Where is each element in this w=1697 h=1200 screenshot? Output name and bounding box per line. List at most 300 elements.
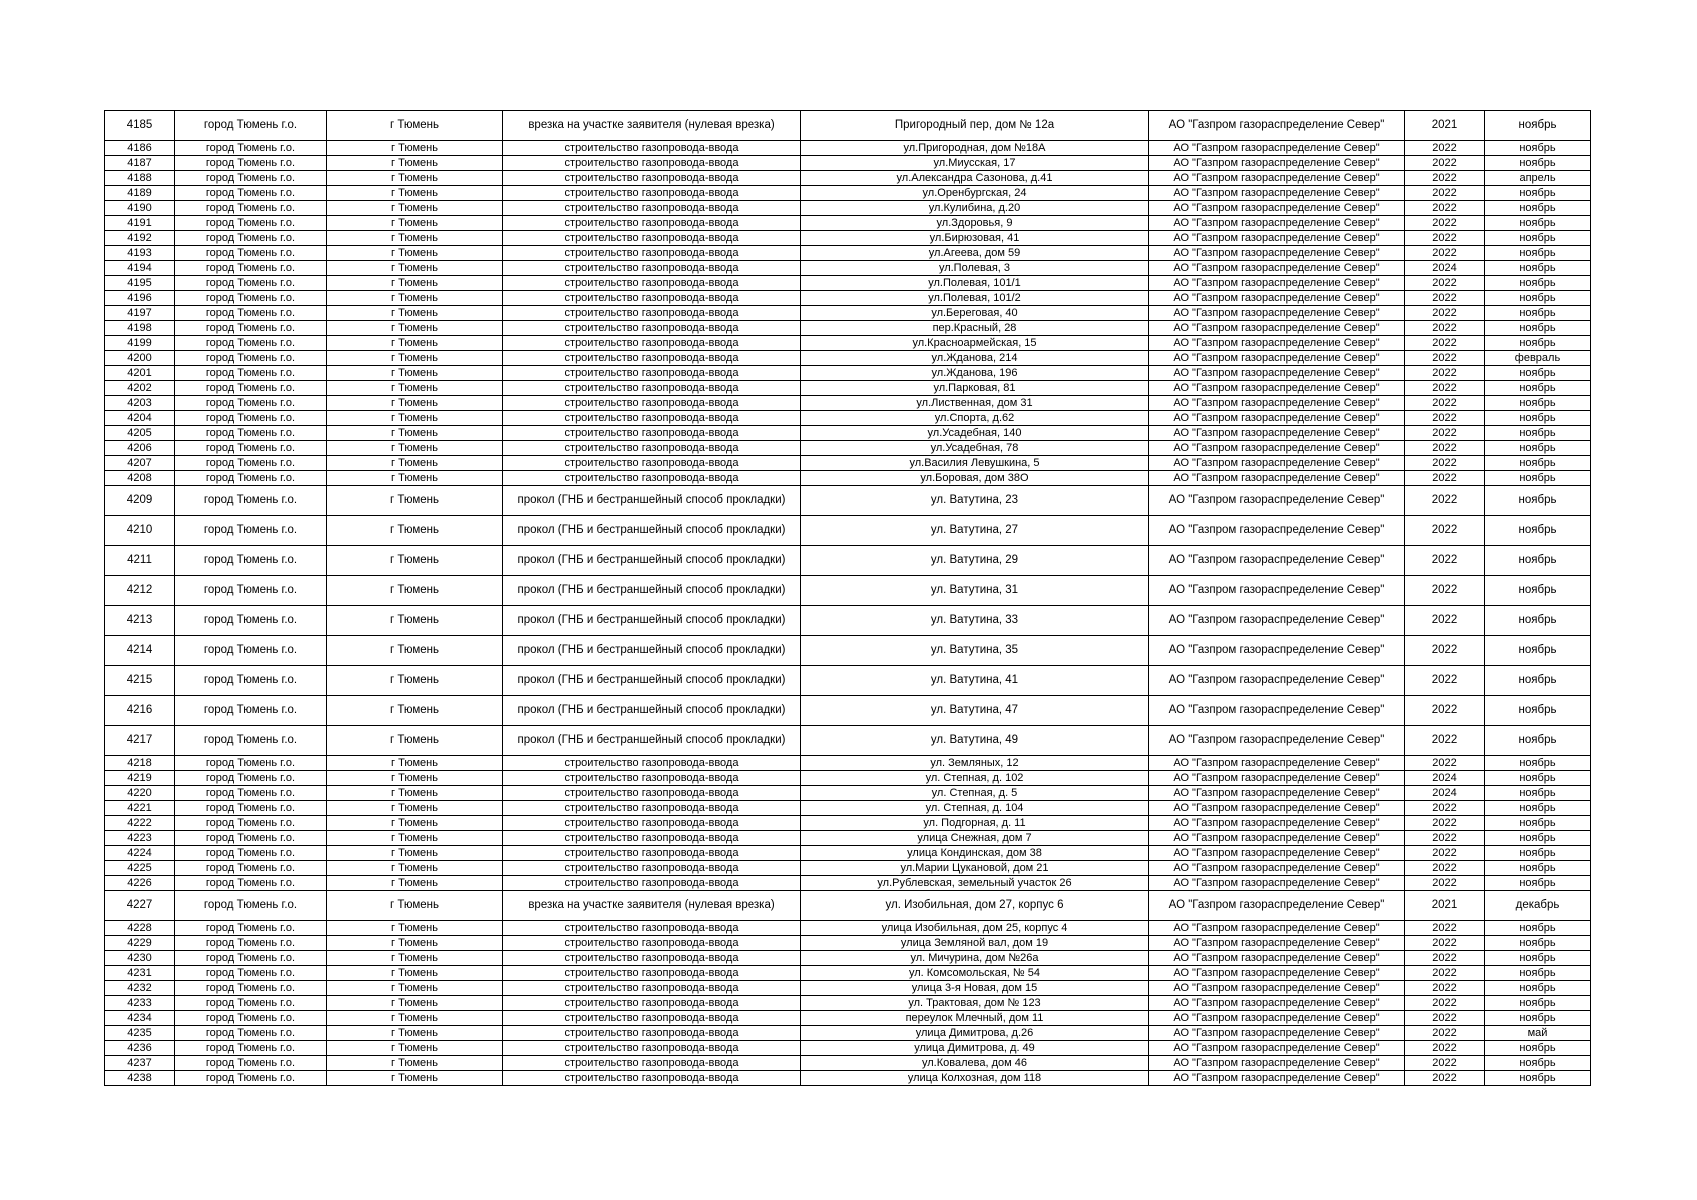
locality-cell: г Тюмень [327, 231, 503, 246]
municipality-cell: город Тюмень г.о. [175, 471, 327, 486]
municipality-cell: город Тюмень г.о. [175, 321, 327, 336]
year-cell: 2022 [1405, 1041, 1485, 1056]
work-type-cell: строительство газопровода-ввода [503, 321, 801, 336]
organization-cell: АО "Газпром газораспределение Север" [1149, 996, 1405, 1011]
locality-cell: г Тюмень [327, 1026, 503, 1041]
municipality-cell: город Тюмень г.о. [175, 261, 327, 276]
organization-cell: АО "Газпром газораспределение Север" [1149, 546, 1405, 576]
organization-cell: АО "Газпром газораспределение Север" [1149, 456, 1405, 471]
row-number-cell: 4220 [105, 786, 175, 801]
table-row [105, 216, 1591, 231]
organization-cell: АО "Газпром газораспределение Север" [1149, 486, 1405, 516]
year-cell: 2022 [1405, 291, 1485, 306]
organization-cell: АО "Газпром газораспределение Север" [1149, 1011, 1405, 1026]
table-row [105, 186, 1591, 201]
work-type-cell: строительство газопровода-ввода [503, 276, 801, 291]
table-row [105, 486, 1591, 516]
row-number-cell: 4186 [105, 141, 175, 156]
row-number-cell: 4210 [105, 516, 175, 546]
month-cell: ноябрь [1485, 291, 1591, 306]
address-cell: ул.Усадебная, 78 [801, 441, 1149, 456]
row-number-cell: 4193 [105, 246, 175, 261]
municipality-cell: город Тюмень г.о. [175, 276, 327, 291]
work-type-cell: строительство газопровода-ввода [503, 831, 801, 846]
work-type-cell: строительство газопровода-ввода [503, 756, 801, 771]
table-row [105, 321, 1591, 336]
table-row [105, 291, 1591, 306]
municipality-cell: город Тюмень г.о. [175, 981, 327, 996]
municipality-cell: город Тюмень г.о. [175, 921, 327, 936]
address-cell: ул.Кулибина, д.20 [801, 201, 1149, 216]
organization-cell: АО "Газпром газораспределение Север" [1149, 351, 1405, 366]
year-cell: 2022 [1405, 471, 1485, 486]
row-number-cell: 4235 [105, 1026, 175, 1041]
row-number-cell: 4228 [105, 921, 175, 936]
table-row [105, 351, 1591, 366]
work-type-cell: строительство газопровода-ввода [503, 846, 801, 861]
work-type-cell: прокол (ГНБ и бестраншейный способ прокладки) [503, 546, 801, 576]
municipality-cell: город Тюмень г.о. [175, 876, 327, 891]
address-cell: ул. Изобильная, дом 27, корпус 6 [801, 891, 1149, 921]
municipality-cell: город Тюмень г.о. [175, 336, 327, 351]
year-cell: 2022 [1405, 426, 1485, 441]
locality-cell: г Тюмень [327, 636, 503, 666]
year-cell: 2022 [1405, 936, 1485, 951]
municipality-cell: город Тюмень г.о. [175, 156, 327, 171]
year-cell: 2022 [1405, 306, 1485, 321]
month-cell: май [1485, 1026, 1591, 1041]
year-cell: 2022 [1405, 141, 1485, 156]
row-number-cell: 4207 [105, 456, 175, 471]
row-number-cell: 4236 [105, 1041, 175, 1056]
table-body [105, 111, 1591, 1086]
table-row [105, 921, 1591, 936]
organization-cell: АО "Газпром газораспределение Север" [1149, 291, 1405, 306]
organization-cell: АО "Газпром газораспределение Север" [1149, 756, 1405, 771]
work-type-cell: строительство газопровода-ввода [503, 1056, 801, 1071]
address-cell: пер.Красный, 28 [801, 321, 1149, 336]
row-number-cell: 4227 [105, 891, 175, 921]
municipality-cell: город Тюмень г.о. [175, 231, 327, 246]
row-number-cell: 4195 [105, 276, 175, 291]
month-cell: ноябрь [1485, 951, 1591, 966]
row-number-cell: 4206 [105, 441, 175, 456]
address-cell: ул. Комсомольская, № 54 [801, 966, 1149, 981]
table-row [105, 606, 1591, 636]
month-cell: ноябрь [1485, 666, 1591, 696]
table-row [105, 441, 1591, 456]
row-number-cell: 4218 [105, 756, 175, 771]
year-cell: 2022 [1405, 366, 1485, 381]
locality-cell: г Тюмень [327, 951, 503, 966]
locality-cell: г Тюмень [327, 201, 503, 216]
municipality-cell: город Тюмень г.о. [175, 831, 327, 846]
table-row [105, 756, 1591, 771]
municipality-cell: город Тюмень г.о. [175, 1071, 327, 1086]
organization-cell: АО "Газпром газораспределение Север" [1149, 471, 1405, 486]
locality-cell: г Тюмень [327, 831, 503, 846]
row-number-cell: 4189 [105, 186, 175, 201]
address-cell: Пригородный пер, дом № 12а [801, 111, 1149, 141]
month-cell: ноябрь [1485, 201, 1591, 216]
row-number-cell: 4216 [105, 696, 175, 726]
municipality-cell: город Тюмень г.о. [175, 516, 327, 546]
address-cell: ул. Ватутина, 27 [801, 516, 1149, 546]
row-number-cell: 4229 [105, 936, 175, 951]
work-type-cell: строительство газопровода-ввода [503, 351, 801, 366]
organization-cell: АО "Газпром газораспределение Север" [1149, 966, 1405, 981]
row-number-cell: 4219 [105, 771, 175, 786]
work-type-cell: прокол (ГНБ и бестраншейный способ прокладки) [503, 696, 801, 726]
work-type-cell: прокол (ГНБ и бестраншейный способ прокладки) [503, 606, 801, 636]
month-cell: ноябрь [1485, 546, 1591, 576]
table-row [105, 231, 1591, 246]
table-row [105, 876, 1591, 891]
table-row [105, 966, 1591, 981]
address-cell: ул. Ватутина, 35 [801, 636, 1149, 666]
row-number-cell: 4209 [105, 486, 175, 516]
municipality-cell: город Тюмень г.о. [175, 1026, 327, 1041]
municipality-cell: город Тюмень г.о. [175, 216, 327, 231]
year-cell: 2022 [1405, 846, 1485, 861]
organization-cell: АО "Газпром газораспределение Север" [1149, 1026, 1405, 1041]
municipality-cell: город Тюмень г.о. [175, 381, 327, 396]
organization-cell: АО "Газпром газораспределение Север" [1149, 186, 1405, 201]
address-cell: ул.Марии Цукановой, дом 21 [801, 861, 1149, 876]
year-cell: 2022 [1405, 576, 1485, 606]
work-type-cell: строительство газопровода-ввода [503, 1026, 801, 1041]
table-row [105, 261, 1591, 276]
work-type-cell: строительство газопровода-ввода [503, 306, 801, 321]
municipality-cell: город Тюмень г.о. [175, 846, 327, 861]
locality-cell: г Тюмень [327, 141, 503, 156]
address-cell: ул.Пригородная, дом №18А [801, 141, 1149, 156]
work-type-cell: строительство газопровода-ввода [503, 966, 801, 981]
address-cell: ул.Жданова, 196 [801, 366, 1149, 381]
year-cell: 2022 [1405, 381, 1485, 396]
year-cell: 2022 [1405, 606, 1485, 636]
year-cell: 2022 [1405, 486, 1485, 516]
address-cell: ул.Жданова, 214 [801, 351, 1149, 366]
locality-cell: г Тюмень [327, 111, 503, 141]
municipality-cell: город Тюмень г.о. [175, 636, 327, 666]
row-number-cell: 4231 [105, 966, 175, 981]
month-cell: ноябрь [1485, 876, 1591, 891]
locality-cell: г Тюмень [327, 441, 503, 456]
locality-cell: г Тюмень [327, 516, 503, 546]
table-row [105, 831, 1591, 846]
address-cell: ул.Агеева, дом 59 [801, 246, 1149, 261]
month-cell: ноябрь [1485, 576, 1591, 606]
organization-cell: АО "Газпром газораспределение Север" [1149, 816, 1405, 831]
month-cell: апрель [1485, 171, 1591, 186]
month-cell: ноябрь [1485, 1056, 1591, 1071]
month-cell: ноябрь [1485, 216, 1591, 231]
locality-cell: г Тюмень [327, 411, 503, 426]
address-cell: ул.Береговая, 40 [801, 306, 1149, 321]
work-type-cell: строительство газопровода-ввода [503, 456, 801, 471]
organization-cell: АО "Газпром газораспределение Север" [1149, 831, 1405, 846]
year-cell: 2022 [1405, 336, 1485, 351]
year-cell: 2022 [1405, 456, 1485, 471]
table-row [105, 1041, 1591, 1056]
row-number-cell: 4238 [105, 1071, 175, 1086]
row-number-cell: 4192 [105, 231, 175, 246]
address-cell: ул.Бирюзовая, 41 [801, 231, 1149, 246]
municipality-cell: город Тюмень г.о. [175, 1056, 327, 1071]
address-cell: ул.Боровая, дом 38О [801, 471, 1149, 486]
year-cell: 2022 [1405, 666, 1485, 696]
year-cell: 2022 [1405, 966, 1485, 981]
year-cell: 2022 [1405, 861, 1485, 876]
month-cell: ноябрь [1485, 321, 1591, 336]
month-cell: ноябрь [1485, 846, 1591, 861]
year-cell: 2022 [1405, 876, 1485, 891]
year-cell: 2022 [1405, 231, 1485, 246]
organization-cell: АО "Газпром газораспределение Север" [1149, 216, 1405, 231]
municipality-cell: город Тюмень г.о. [175, 396, 327, 411]
work-type-cell: строительство газопровода-ввода [503, 366, 801, 381]
work-type-cell: строительство газопровода-ввода [503, 336, 801, 351]
locality-cell: г Тюмень [327, 1041, 503, 1056]
locality-cell: г Тюмень [327, 921, 503, 936]
locality-cell: г Тюмень [327, 546, 503, 576]
locality-cell: г Тюмень [327, 276, 503, 291]
locality-cell: г Тюмень [327, 861, 503, 876]
address-cell: ул.Усадебная, 140 [801, 426, 1149, 441]
municipality-cell: город Тюмень г.о. [175, 141, 327, 156]
municipality-cell: город Тюмень г.о. [175, 171, 327, 186]
address-cell: ул. Ватутина, 33 [801, 606, 1149, 636]
month-cell: ноябрь [1485, 816, 1591, 831]
organization-cell: АО "Газпром газораспределение Север" [1149, 1071, 1405, 1086]
municipality-cell: город Тюмень г.о. [175, 726, 327, 756]
row-number-cell: 4233 [105, 996, 175, 1011]
organization-cell: АО "Газпром газораспределение Север" [1149, 396, 1405, 411]
work-type-cell: строительство газопровода-ввода [503, 201, 801, 216]
municipality-cell: город Тюмень г.о. [175, 771, 327, 786]
locality-cell: г Тюмень [327, 156, 503, 171]
organization-cell: АО "Газпром газораспределение Север" [1149, 981, 1405, 996]
row-number-cell: 4199 [105, 336, 175, 351]
address-cell: ул.Ковалева, дом 46 [801, 1056, 1149, 1071]
municipality-cell: город Тюмень г.о. [175, 1011, 327, 1026]
gasification-schedule-table [104, 110, 1591, 1086]
month-cell: ноябрь [1485, 231, 1591, 246]
organization-cell: АО "Газпром газораспределение Север" [1149, 201, 1405, 216]
year-cell: 2022 [1405, 171, 1485, 186]
organization-cell: АО "Газпром газораспределение Север" [1149, 411, 1405, 426]
month-cell: ноябрь [1485, 456, 1591, 471]
work-type-cell: строительство газопровода-ввода [503, 441, 801, 456]
year-cell: 2022 [1405, 201, 1485, 216]
year-cell: 2021 [1405, 111, 1485, 141]
organization-cell: АО "Газпром газораспределение Север" [1149, 336, 1405, 351]
table-row [105, 381, 1591, 396]
municipality-cell: город Тюмень г.о. [175, 996, 327, 1011]
year-cell: 2022 [1405, 1026, 1485, 1041]
locality-cell: г Тюмень [327, 786, 503, 801]
month-cell: ноябрь [1485, 786, 1591, 801]
table-row [105, 846, 1591, 861]
address-cell: ул.Здоровья, 9 [801, 216, 1149, 231]
table-row [105, 141, 1591, 156]
locality-cell: г Тюмень [327, 471, 503, 486]
organization-cell: АО "Газпром газораспределение Север" [1149, 366, 1405, 381]
month-cell: ноябрь [1485, 186, 1591, 201]
row-number-cell: 4194 [105, 261, 175, 276]
row-number-cell: 4201 [105, 366, 175, 381]
municipality-cell: город Тюмень г.о. [175, 966, 327, 981]
organization-cell: АО "Газпром газораспределение Север" [1149, 786, 1405, 801]
organization-cell: АО "Газпром газораспределение Север" [1149, 231, 1405, 246]
municipality-cell: город Тюмень г.о. [175, 366, 327, 381]
row-number-cell: 4211 [105, 546, 175, 576]
address-cell: ул.Полевая, 101/1 [801, 276, 1149, 291]
table-row [105, 396, 1591, 411]
work-type-cell: прокол (ГНБ и бестраншейный способ прокладки) [503, 576, 801, 606]
month-cell: ноябрь [1485, 486, 1591, 516]
year-cell: 2021 [1405, 891, 1485, 921]
year-cell: 2024 [1405, 261, 1485, 276]
table-row [105, 726, 1591, 756]
table-row [105, 456, 1591, 471]
work-type-cell: строительство газопровода-ввода [503, 381, 801, 396]
organization-cell: АО "Газпром газораспределение Север" [1149, 276, 1405, 291]
row-number-cell: 4215 [105, 666, 175, 696]
organization-cell: АО "Газпром газораспределение Север" [1149, 936, 1405, 951]
municipality-cell: город Тюмень г.о. [175, 411, 327, 426]
locality-cell: г Тюмень [327, 1056, 503, 1071]
month-cell: ноябрь [1485, 441, 1591, 456]
work-type-cell: строительство газопровода-ввода [503, 426, 801, 441]
organization-cell: АО "Газпром газораспределение Север" [1149, 726, 1405, 756]
locality-cell: г Тюмень [327, 246, 503, 261]
year-cell: 2022 [1405, 516, 1485, 546]
year-cell: 2024 [1405, 786, 1485, 801]
row-number-cell: 4203 [105, 396, 175, 411]
month-cell: ноябрь [1485, 396, 1591, 411]
month-cell: ноябрь [1485, 156, 1591, 171]
organization-cell: АО "Газпром газораспределение Север" [1149, 921, 1405, 936]
municipality-cell: город Тюмень г.о. [175, 486, 327, 516]
municipality-cell: город Тюмень г.о. [175, 291, 327, 306]
work-type-cell: строительство газопровода-ввода [503, 171, 801, 186]
locality-cell: г Тюмень [327, 1011, 503, 1026]
table-row [105, 171, 1591, 186]
row-number-cell: 4224 [105, 846, 175, 861]
row-number-cell: 4221 [105, 801, 175, 816]
month-cell: ноябрь [1485, 276, 1591, 291]
organization-cell: АО "Газпром газораспределение Север" [1149, 171, 1405, 186]
work-type-cell: строительство газопровода-ввода [503, 1041, 801, 1056]
table-row [105, 576, 1591, 606]
row-number-cell: 4202 [105, 381, 175, 396]
locality-cell: г Тюмень [327, 756, 503, 771]
address-cell: улица Изобильная, дом 25, корпус 4 [801, 921, 1149, 936]
table-row [105, 306, 1591, 321]
locality-cell: г Тюмень [327, 696, 503, 726]
work-type-cell: строительство газопровода-ввода [503, 411, 801, 426]
row-number-cell: 4232 [105, 981, 175, 996]
year-cell: 2022 [1405, 276, 1485, 291]
month-cell: ноябрь [1485, 606, 1591, 636]
year-cell: 2022 [1405, 396, 1485, 411]
address-cell: ул. Ватутина, 23 [801, 486, 1149, 516]
work-type-cell: строительство газопровода-ввода [503, 291, 801, 306]
locality-cell: г Тюмень [327, 1071, 503, 1086]
table-row [105, 951, 1591, 966]
month-cell: ноябрь [1485, 966, 1591, 981]
address-cell: улица Колхозная, дом 118 [801, 1071, 1149, 1086]
locality-cell: г Тюмень [327, 771, 503, 786]
row-number-cell: 4197 [105, 306, 175, 321]
organization-cell: АО "Газпром газораспределение Север" [1149, 801, 1405, 816]
month-cell: ноябрь [1485, 261, 1591, 276]
table-row [105, 426, 1591, 441]
locality-cell: г Тюмень [327, 891, 503, 921]
row-number-cell: 4214 [105, 636, 175, 666]
year-cell: 2022 [1405, 321, 1485, 336]
work-type-cell: врезка на участке заявителя (нулевая врезка) [503, 891, 801, 921]
address-cell: улица Димитрова, д. 49 [801, 1041, 1149, 1056]
address-cell: улица Земляной вал, дом 19 [801, 936, 1149, 951]
row-number-cell: 4230 [105, 951, 175, 966]
month-cell: ноябрь [1485, 471, 1591, 486]
municipality-cell: город Тюмень г.о. [175, 951, 327, 966]
month-cell: ноябрь [1485, 861, 1591, 876]
work-type-cell: строительство газопровода-ввода [503, 471, 801, 486]
organization-cell: АО "Газпром газораспределение Север" [1149, 846, 1405, 861]
work-type-cell: строительство газопровода-ввода [503, 861, 801, 876]
table-row [105, 1071, 1591, 1086]
work-type-cell: строительство газопровода-ввода [503, 816, 801, 831]
address-cell: улица Димитрова, д.26 [801, 1026, 1149, 1041]
locality-cell: г Тюмень [327, 381, 503, 396]
month-cell: ноябрь [1485, 426, 1591, 441]
locality-cell: г Тюмень [327, 396, 503, 411]
year-cell: 2022 [1405, 351, 1485, 366]
year-cell: 2022 [1405, 1071, 1485, 1086]
row-number-cell: 4237 [105, 1056, 175, 1071]
year-cell: 2022 [1405, 726, 1485, 756]
year-cell: 2022 [1405, 411, 1485, 426]
month-cell: ноябрь [1485, 936, 1591, 951]
municipality-cell: город Тюмень г.о. [175, 801, 327, 816]
table-row [105, 936, 1591, 951]
address-cell: ул. Ватутина, 29 [801, 546, 1149, 576]
work-type-cell: строительство газопровода-ввода [503, 231, 801, 246]
row-number-cell: 4213 [105, 606, 175, 636]
work-type-cell: строительство газопровода-ввода [503, 921, 801, 936]
year-cell: 2022 [1405, 696, 1485, 726]
organization-cell: АО "Газпром газораспределение Север" [1149, 246, 1405, 261]
row-number-cell: 4217 [105, 726, 175, 756]
locality-cell: г Тюмень [327, 366, 503, 381]
work-type-cell: строительство газопровода-ввода [503, 951, 801, 966]
locality-cell: г Тюмень [327, 216, 503, 231]
row-number-cell: 4204 [105, 411, 175, 426]
year-cell: 2022 [1405, 816, 1485, 831]
year-cell: 2022 [1405, 441, 1485, 456]
row-number-cell: 4208 [105, 471, 175, 486]
organization-cell: АО "Газпром газораспределение Север" [1149, 636, 1405, 666]
row-number-cell: 4212 [105, 576, 175, 606]
work-type-cell: строительство газопровода-ввода [503, 801, 801, 816]
month-cell: ноябрь [1485, 336, 1591, 351]
locality-cell: г Тюмень [327, 576, 503, 606]
table-row [105, 666, 1591, 696]
